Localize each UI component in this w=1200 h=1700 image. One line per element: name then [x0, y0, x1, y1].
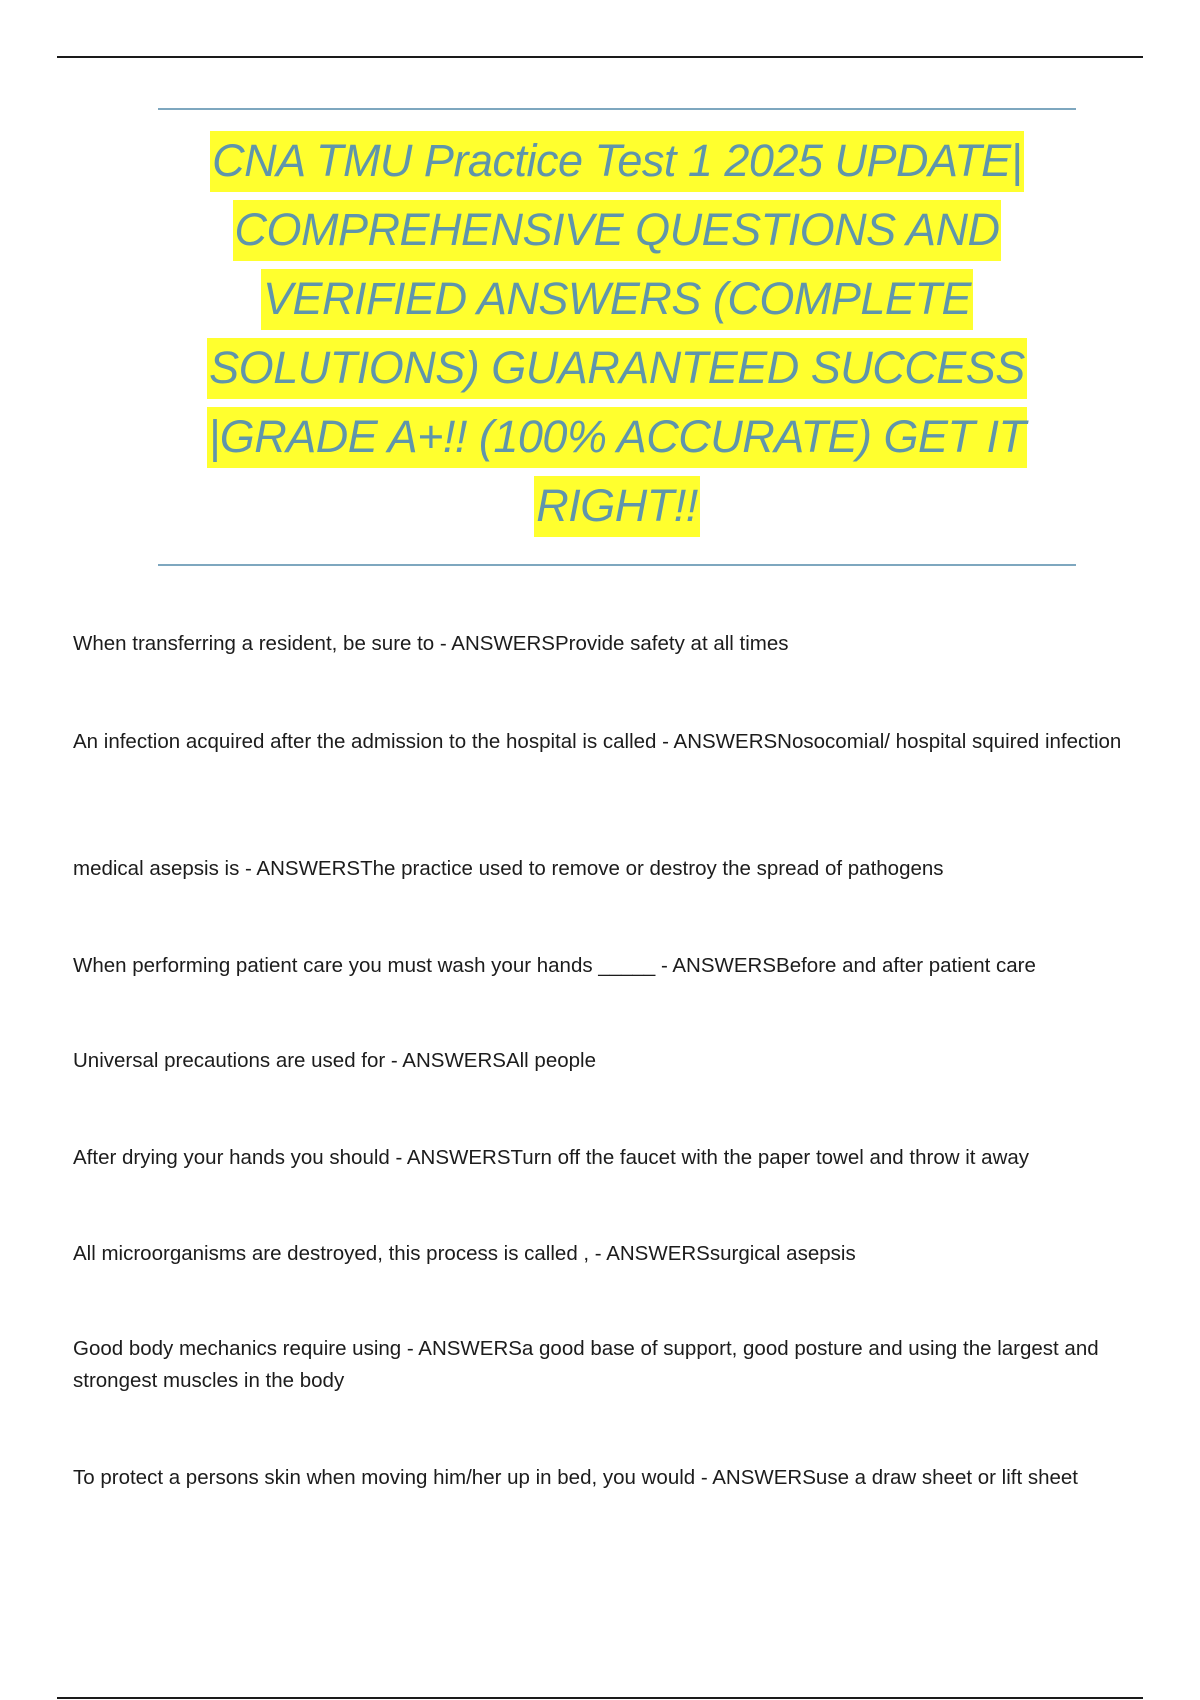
title-top-rule	[158, 108, 1076, 110]
qa-item: After drying your hands you should - ANSWERSTurn off the faucet with the paper towel and throw it away	[73, 1146, 1030, 1169]
qa-item: An infection acquired after the admission to the hospital is called - ANSWERSNosocomial/ hospital squired infection	[73, 730, 1122, 753]
qa-item: To protect a persons skin when moving him/her up in bed, you would - ANSWERSuse a draw sheet or lift sheet	[73, 1466, 1079, 1489]
page-bottom-rule	[57, 1697, 1143, 1699]
title-line-4: SOLUTIONS) GUARANTEED SUCCESS	[207, 338, 1027, 399]
qa-item: medical asepsis is - ANSWERSThe practice used to remove or destroy the spread of pathogens	[73, 857, 944, 880]
qa-item: Universal precautions are used for - ANSWERSAll people	[73, 1049, 596, 1072]
title-line-3: VERIFIED ANSWERS (COMPLETE	[261, 269, 973, 330]
document-title	[140, 126, 1094, 540]
title-line-1: CNA TMU Practice Test 1 2025 UPDATE|	[210, 131, 1024, 192]
qa-item: When transferring a resident, be sure to - ANSWERSProvide safety at all times	[73, 632, 789, 655]
title-bottom-rule	[158, 564, 1076, 566]
page-top-rule	[57, 56, 1143, 58]
qa-item: Good body mechanics require using - ANSWERSa good base of support, good posture and using the largest and strongest muscles in the body	[73, 1337, 1099, 1392]
qa-item: When performing patient care you must wash your hands _____ - ANSWERSBefore and after patient care	[73, 954, 1036, 977]
title-line-6: RIGHT!!	[534, 476, 700, 537]
title-line-2: COMPREHENSIVE QUESTIONS AND	[233, 200, 1002, 261]
title-line-5: |GRADE A+!! (100% ACCURATE) GET IT	[207, 407, 1028, 468]
qa-item: All microorganisms are destroyed, this process is called , - ANSWERSsurgical asepsis	[73, 1242, 856, 1265]
